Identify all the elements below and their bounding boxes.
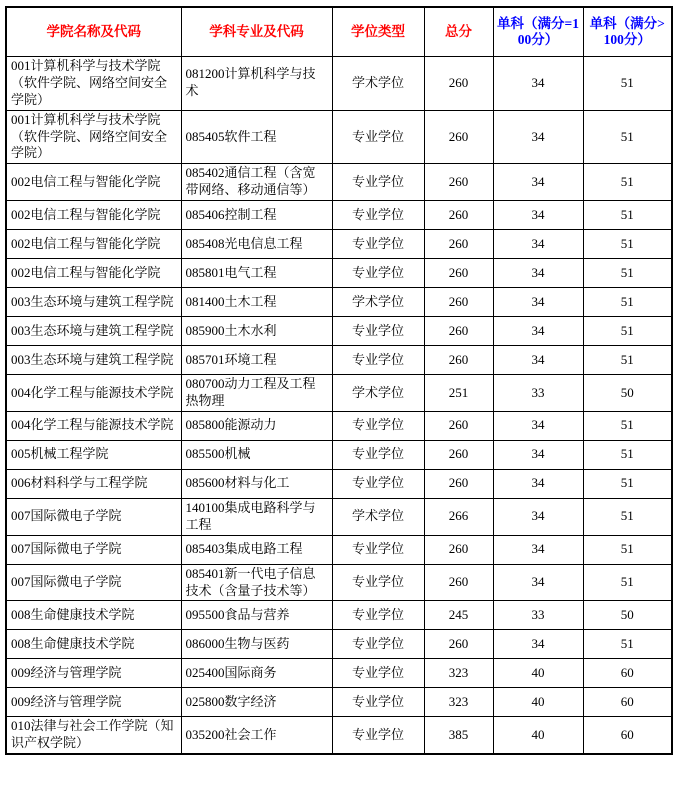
degree-type-cell: 学术学位 <box>332 375 424 412</box>
subject-over100-cell: 51 <box>583 440 672 469</box>
major-cell: 085403集成电路工程 <box>181 535 332 564</box>
major-cell: 140100集成电路科学与工程 <box>181 498 332 535</box>
college-cell: 001计算机科学与技术学院（软件学院、网络空间安全学院） <box>6 57 181 111</box>
subject-max100-cell: 34 <box>493 469 583 498</box>
table-row <box>6 346 672 375</box>
degree-type-cell: 专业学位 <box>332 411 424 440</box>
subject-max100-cell: 34 <box>493 498 583 535</box>
subject-over100-cell: 51 <box>583 201 672 230</box>
table-row <box>6 288 672 317</box>
total-score-cell: 260 <box>424 411 493 440</box>
subject-over100-cell: 51 <box>583 259 672 288</box>
degree-type-cell: 专业学位 <box>332 717 424 754</box>
column-header-subject-max100: 单科（满分=100分） <box>493 7 583 57</box>
degree-type-cell: 专业学位 <box>332 564 424 601</box>
subject-over100-cell: 51 <box>583 346 672 375</box>
subject-over100-cell: 51 <box>583 469 672 498</box>
degree-type-cell: 专业学位 <box>332 201 424 230</box>
subject-over100-cell: 51 <box>583 110 672 164</box>
column-header-college: 学院名称及代码 <box>6 7 181 57</box>
table-row <box>6 659 672 688</box>
major-cell: 085600材料与化工 <box>181 469 332 498</box>
major-cell: 085701环境工程 <box>181 346 332 375</box>
subject-max100-cell: 34 <box>493 288 583 317</box>
major-cell: 085401新一代电子信息技术（含量子技术等） <box>181 564 332 601</box>
total-score-cell: 323 <box>424 659 493 688</box>
degree-type-cell: 专业学位 <box>332 535 424 564</box>
major-cell: 085408光电信息工程 <box>181 230 332 259</box>
major-cell: 085402通信工程（含宽带网络、移动通信等） <box>181 164 332 201</box>
table-row <box>6 259 672 288</box>
total-score-cell: 385 <box>424 717 493 754</box>
degree-type-cell: 专业学位 <box>332 346 424 375</box>
total-score-cell: 260 <box>424 469 493 498</box>
degree-type-cell: 专业学位 <box>332 659 424 688</box>
major-cell: 035200社会工作 <box>181 717 332 754</box>
total-score-cell: 260 <box>424 564 493 601</box>
subject-max100-cell: 34 <box>493 230 583 259</box>
table-row <box>6 230 672 259</box>
major-cell: 085900土木水利 <box>181 317 332 346</box>
subject-over100-cell: 50 <box>583 601 672 630</box>
subject-over100-cell: 51 <box>583 498 672 535</box>
table-row <box>6 164 672 201</box>
subject-over100-cell: 51 <box>583 57 672 111</box>
subject-over100-cell: 60 <box>583 659 672 688</box>
total-score-cell: 260 <box>424 57 493 111</box>
total-score-cell: 260 <box>424 164 493 201</box>
major-cell: 086000生物与医药 <box>181 630 332 659</box>
total-score-cell: 260 <box>424 201 493 230</box>
table-row <box>6 717 672 754</box>
subject-max100-cell: 34 <box>493 411 583 440</box>
subject-max100-cell: 40 <box>493 688 583 717</box>
degree-type-cell: 专业学位 <box>332 317 424 346</box>
degree-type-cell: 专业学位 <box>332 230 424 259</box>
total-score-cell: 260 <box>424 110 493 164</box>
degree-type-cell: 专业学位 <box>332 688 424 717</box>
table-row <box>6 688 672 717</box>
major-cell: 085406控制工程 <box>181 201 332 230</box>
total-score-cell: 260 <box>424 288 493 317</box>
college-cell: 007国际微电子学院 <box>6 564 181 601</box>
subject-max100-cell: 34 <box>493 110 583 164</box>
table-row <box>6 317 672 346</box>
subject-max100-cell: 34 <box>493 317 583 346</box>
table-row <box>6 469 672 498</box>
subject-max100-cell: 40 <box>493 717 583 754</box>
degree-type-cell: 专业学位 <box>332 469 424 498</box>
degree-type-cell: 专业学位 <box>332 110 424 164</box>
subject-over100-cell: 51 <box>583 411 672 440</box>
college-cell: 005机械工程学院 <box>6 440 181 469</box>
major-cell: 080700动力工程及工程热物理 <box>181 375 332 412</box>
major-cell: 085801电气工程 <box>181 259 332 288</box>
college-cell: 002电信工程与智能化学院 <box>6 201 181 230</box>
table-row <box>6 57 672 111</box>
subject-max100-cell: 34 <box>493 259 583 288</box>
total-score-cell: 260 <box>424 346 493 375</box>
subject-max100-cell: 34 <box>493 440 583 469</box>
subject-max100-cell: 34 <box>493 535 583 564</box>
degree-type-cell: 学术学位 <box>332 498 424 535</box>
college-cell: 008生命健康技术学院 <box>6 630 181 659</box>
college-cell: 002电信工程与智能化学院 <box>6 164 181 201</box>
college-cell: 003生态环境与建筑工程学院 <box>6 288 181 317</box>
total-score-cell: 260 <box>424 440 493 469</box>
total-score-cell: 260 <box>424 630 493 659</box>
subject-max100-cell: 34 <box>493 564 583 601</box>
subject-over100-cell: 51 <box>583 630 672 659</box>
subject-max100-cell: 34 <box>493 201 583 230</box>
degree-type-cell: 专业学位 <box>332 259 424 288</box>
subject-max100-cell: 34 <box>493 57 583 111</box>
table-row <box>6 411 672 440</box>
college-cell: 003生态环境与建筑工程学院 <box>6 317 181 346</box>
college-cell: 002电信工程与智能化学院 <box>6 230 181 259</box>
table-row <box>6 440 672 469</box>
major-cell: 085405软件工程 <box>181 110 332 164</box>
column-header-degree-type: 学位类型 <box>332 7 424 57</box>
college-cell: 004化学工程与能源技术学院 <box>6 411 181 440</box>
table-row <box>6 110 672 164</box>
total-score-cell: 245 <box>424 601 493 630</box>
major-cell: 085800能源动力 <box>181 411 332 440</box>
subject-over100-cell: 51 <box>583 230 672 259</box>
subject-over100-cell: 51 <box>583 535 672 564</box>
major-cell: 085500机械 <box>181 440 332 469</box>
major-cell: 025800数字经济 <box>181 688 332 717</box>
subject-over100-cell: 60 <box>583 688 672 717</box>
subject-max100-cell: 33 <box>493 601 583 630</box>
college-cell: 007国际微电子学院 <box>6 498 181 535</box>
total-score-cell: 260 <box>424 317 493 346</box>
subject-over100-cell: 51 <box>583 564 672 601</box>
table-row <box>6 601 672 630</box>
subject-over100-cell: 51 <box>583 317 672 346</box>
college-cell: 003生态环境与建筑工程学院 <box>6 346 181 375</box>
degree-type-cell: 专业学位 <box>332 440 424 469</box>
total-score-cell: 323 <box>424 688 493 717</box>
table-row <box>6 564 672 601</box>
total-score-cell: 266 <box>424 498 493 535</box>
table-row <box>6 535 672 564</box>
degree-type-cell: 专业学位 <box>332 601 424 630</box>
college-cell: 009经济与管理学院 <box>6 659 181 688</box>
column-header-subject-over100: 单科（满分>100分） <box>583 7 672 57</box>
column-header-major: 学科专业及代码 <box>181 7 332 57</box>
major-cell: 025400国际商务 <box>181 659 332 688</box>
college-cell: 010法律与社会工作学院（知识产权学院） <box>6 717 181 754</box>
major-cell: 081400土木工程 <box>181 288 332 317</box>
subject-max100-cell: 34 <box>493 346 583 375</box>
college-cell: 008生命健康技术学院 <box>6 601 181 630</box>
college-cell: 009经济与管理学院 <box>6 688 181 717</box>
college-cell: 006材料科学与工程学院 <box>6 469 181 498</box>
degree-type-cell: 专业学位 <box>332 630 424 659</box>
subject-max100-cell: 34 <box>493 164 583 201</box>
header-row <box>6 7 672 57</box>
table-row <box>6 201 672 230</box>
total-score-cell: 260 <box>424 535 493 564</box>
score-table-header <box>6 7 672 57</box>
total-score-cell: 260 <box>424 230 493 259</box>
college-cell: 007国际微电子学院 <box>6 535 181 564</box>
score-table-body <box>6 57 672 755</box>
subject-max100-cell: 33 <box>493 375 583 412</box>
table-row <box>6 498 672 535</box>
college-cell: 004化学工程与能源技术学院 <box>6 375 181 412</box>
college-cell: 002电信工程与智能化学院 <box>6 259 181 288</box>
total-score-cell: 251 <box>424 375 493 412</box>
total-score-cell: 260 <box>424 259 493 288</box>
subject-over100-cell: 51 <box>583 164 672 201</box>
table-row <box>6 630 672 659</box>
subject-max100-cell: 40 <box>493 659 583 688</box>
score-table <box>5 6 673 755</box>
major-cell: 095500食品与营养 <box>181 601 332 630</box>
college-cell: 001计算机科学与技术学院（软件学院、网络空间安全学院） <box>6 110 181 164</box>
major-cell: 081200计算机科学与技术 <box>181 57 332 111</box>
subject-max100-cell: 34 <box>493 630 583 659</box>
column-header-total-score: 总分 <box>424 7 493 57</box>
degree-type-cell: 学术学位 <box>332 57 424 111</box>
table-row <box>6 375 672 412</box>
degree-type-cell: 学术学位 <box>332 288 424 317</box>
subject-over100-cell: 51 <box>583 288 672 317</box>
subject-over100-cell: 50 <box>583 375 672 412</box>
subject-over100-cell: 60 <box>583 717 672 754</box>
degree-type-cell: 专业学位 <box>332 164 424 201</box>
